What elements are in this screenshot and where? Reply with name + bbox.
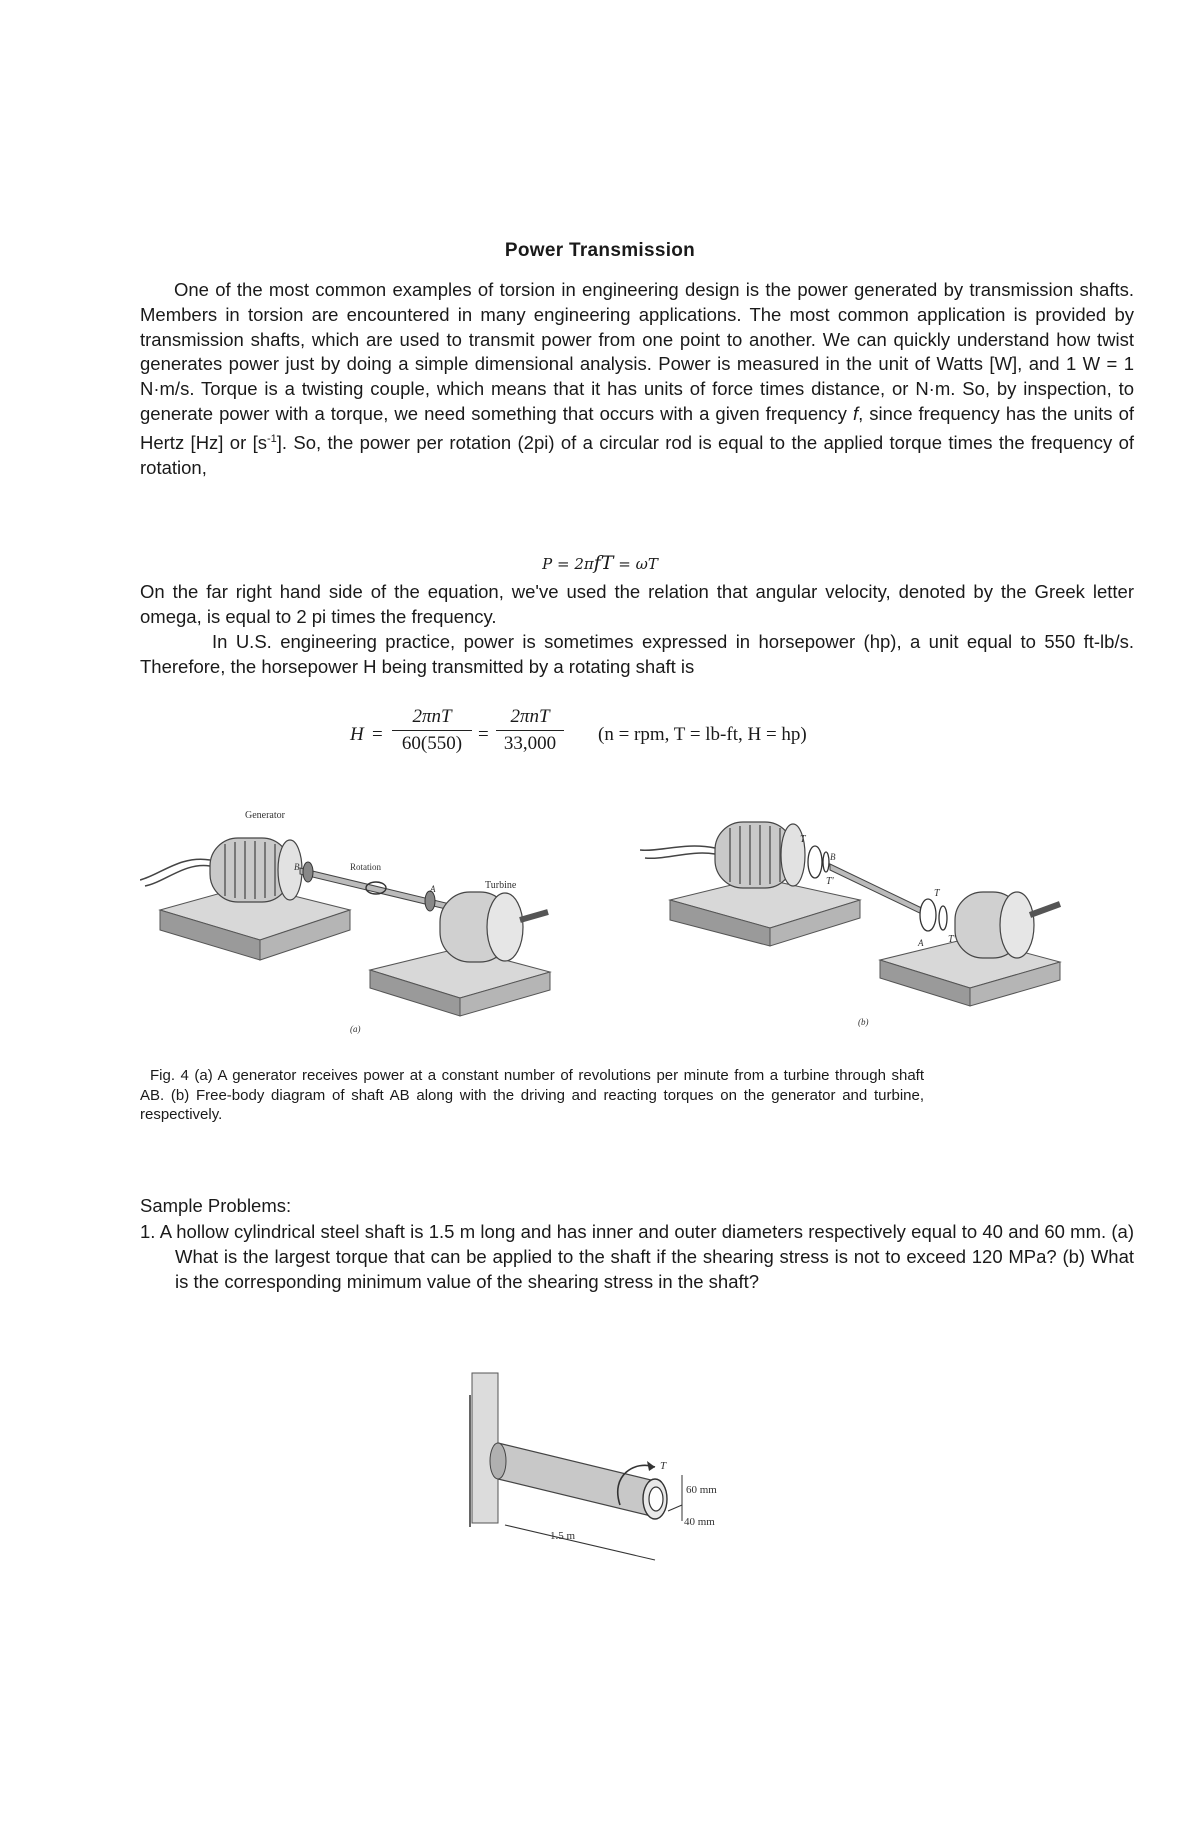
shaft-fixed-end bbox=[490, 1443, 506, 1479]
hp-symbol: H bbox=[350, 724, 364, 745]
paragraph-power-intro bbox=[140, 278, 1134, 481]
fraction-numerator: 2πnT bbox=[496, 706, 564, 731]
problem-text: A hollow cylindrical steel shaft is 1.5 m long and has inner and outer diameters respectively equal to 40 and 60 mm. (a) What is the largest torque that can be applied to the shaft if the shearing stress is not to exceed 120 MPa? (b) What is the corresponding minimum value of the shearing stress in the shaft? bbox=[159, 1221, 1135, 1292]
coupling-A bbox=[425, 891, 435, 911]
coupling-B bbox=[303, 862, 313, 882]
caption-text: Fig. 4 (a) A generator receives power at a constant number of revolutions per minute from a turbine through shaft AB. (b) Free-body diagram of shaft AB along with the driving and reacting torques on the generator and turbine, respectively. bbox=[140, 1067, 924, 1123]
equation-mid: fT bbox=[593, 552, 614, 574]
fraction-2 bbox=[496, 706, 564, 755]
torque-T-prime-label: T' bbox=[948, 934, 956, 945]
inner-diameter-leader bbox=[668, 1505, 682, 1511]
point-B-label: B bbox=[294, 862, 300, 872]
fraction-denominator: 33,000 bbox=[503, 733, 557, 754]
generator-cable bbox=[140, 859, 210, 880]
inner-diameter-label: 40 mm bbox=[684, 1516, 715, 1528]
fraction-denominator: 60(550) bbox=[401, 733, 463, 754]
paragraph-horsepower: In U.S. engineering practice, power is sometimes expressed in horsepower (hp), a unit equal to 550 ft-lb/s. Therefore, the horsepower H being transmitted by a rotating shaft is bbox=[140, 631, 1134, 677]
generator-cable bbox=[640, 846, 715, 850]
fraction-1 bbox=[392, 706, 472, 755]
hollow-shaft-body bbox=[498, 1443, 655, 1517]
shaft-inner-bore bbox=[649, 1487, 663, 1511]
figure-4a-generator-turbine bbox=[140, 800, 580, 1045]
torque-arrow-icon bbox=[823, 852, 829, 872]
panel-b-label: (b) bbox=[858, 1017, 869, 1027]
turbine-label: Turbine bbox=[485, 880, 517, 891]
torque-T-label: T bbox=[934, 888, 940, 899]
figure-4-caption bbox=[140, 1066, 924, 1125]
turbine-shaft-end bbox=[520, 912, 548, 920]
flange-B bbox=[808, 846, 822, 878]
turbine-shaft-end bbox=[1030, 904, 1060, 915]
paragraph-angular-velocity: On the far right hand side of the equation, we've used the relation that angular velocity, denoted by the Greek letter omega, is equal to 2 pi times the frequency. bbox=[140, 581, 1134, 627]
outer-diameter-label: 60 mm bbox=[686, 1484, 717, 1496]
fraction-numerator: 2πnT bbox=[392, 706, 472, 731]
horsepower-equation bbox=[350, 706, 870, 768]
rotation-label: Rotation bbox=[350, 862, 381, 872]
frequency-symbol: f bbox=[852, 402, 859, 424]
equals-sign: = bbox=[372, 724, 383, 745]
problem-number: 1. bbox=[140, 1221, 156, 1242]
torque-arrow-icon bbox=[939, 906, 947, 930]
turbine-face bbox=[487, 893, 523, 961]
equals-sign: = bbox=[478, 724, 489, 745]
paragraph-text: One of the most common examples of torsion in engineering design is the power generated by transmission shafts. Members in torsion are encountered in many engineering applications. The most common application is provided by transmission shafts, which are used to transmit power from one point to another. We can quickly understand how twist generates power just by doing a simple dimensional analysis. Power is measured in the unit of Watts [W], and 1 W = 1 N·m/s. Torque is a twisting couple, which means that it has units of force times distance, or N·m. So, by inspection, to generate power with a torque, we need something that occurs with a given frequency bbox=[140, 279, 1134, 424]
generator-label: Generator bbox=[245, 810, 285, 821]
power-equation bbox=[0, 552, 1200, 574]
generator-cable bbox=[645, 853, 715, 858]
torque-T-prime-label: T' bbox=[826, 876, 834, 887]
equation-right: = ωT bbox=[613, 555, 658, 573]
torque-T-label: T bbox=[800, 834, 806, 845]
torque-T-label: T bbox=[660, 1460, 667, 1472]
panel-a-label: (a) bbox=[350, 1024, 361, 1034]
page-title: Power Transmission bbox=[504, 240, 696, 261]
equation-left: P = 2π bbox=[542, 555, 594, 573]
point-B-label: B bbox=[830, 852, 836, 862]
sample-problems-heading: Sample Problems: bbox=[140, 1195, 292, 1216]
paragraph-text: ]. So, the power per rotation (2pi) of a circular rod is equal to the applied torque times the frequency of rotation, bbox=[140, 431, 1134, 478]
generator-cable bbox=[145, 865, 210, 886]
length-label: 1.5 m bbox=[550, 1530, 576, 1542]
superscript: -1 bbox=[267, 432, 277, 445]
units-legend: (n = rpm, T = lb-ft, H = hp) bbox=[598, 724, 807, 745]
length-dim-line bbox=[505, 1525, 655, 1560]
hollow-shaft-figure bbox=[450, 1365, 770, 1575]
point-A-label: A bbox=[918, 938, 924, 948]
paragraph-text: , since frequency has the units of Hertz [Hz] or [s bbox=[140, 402, 1135, 453]
problem-1 bbox=[140, 1220, 1134, 1294]
point-A-label: A bbox=[430, 884, 436, 894]
flange-A bbox=[920, 899, 936, 931]
turbine-face bbox=[1000, 892, 1034, 958]
figure-4b-free-body-diagram bbox=[640, 800, 1080, 1045]
